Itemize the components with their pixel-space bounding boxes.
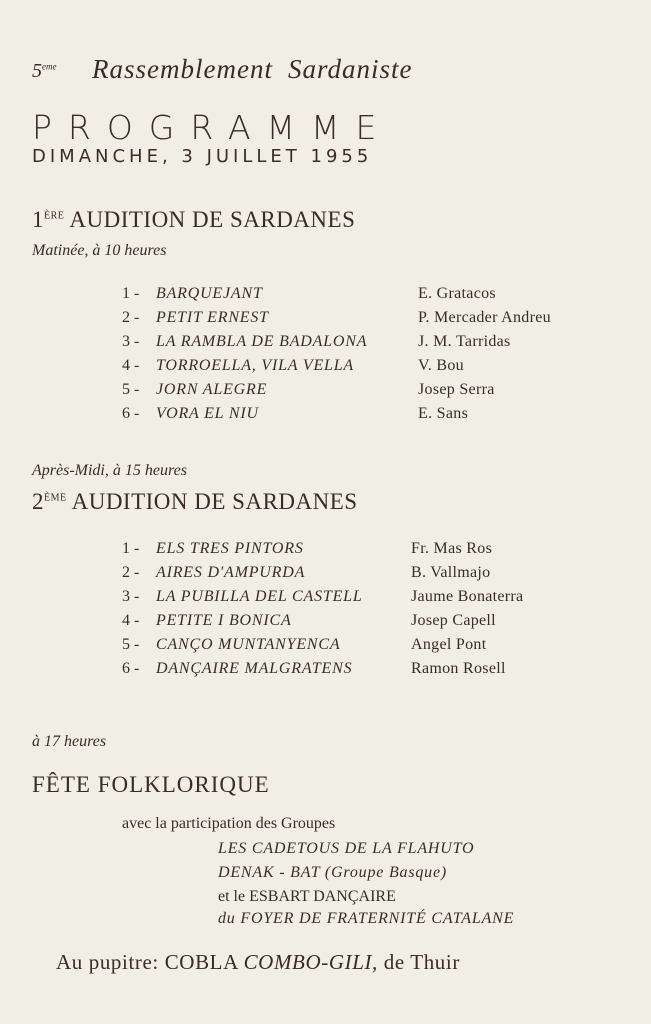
composer-name: P. Mercader Andreu — [418, 309, 551, 326]
sardane-title: CANÇO MUNTANYENCA — [156, 636, 341, 653]
sardane-title: JORN ALEGRE — [156, 381, 268, 398]
list-item-number: 3 - — [122, 588, 140, 605]
audition-1-heading: 1ÈRE AUDITION DE SARDANES — [32, 207, 356, 232]
composer-name: Angel Pont — [411, 636, 487, 653]
sardane-title: DANÇAIRE MALGRATENS — [156, 660, 353, 677]
fete-time: à 17 heures — [32, 733, 107, 750]
edition-number: 5eme — [32, 60, 57, 82]
sardane-title: TORROELLA, VILA VELLA — [156, 357, 355, 374]
sardane-title: BARQUEJANT — [156, 285, 263, 302]
sardane-title: PETITE I BONICA — [156, 612, 292, 629]
group-2: DENAK - BAT (Groupe Basque) — [218, 864, 447, 881]
list-item-number: 2 - — [122, 309, 140, 326]
composer-name: Ramon Rosell — [411, 660, 506, 677]
sardane-title: AIRES D'AMPURDA — [156, 564, 306, 581]
composer-name: E. Sans — [418, 405, 469, 422]
conductor-line: Au pupitre: COBLA COMBO-GILI, de Thuir — [56, 950, 460, 974]
event-title-word-2: Sardaniste — [288, 54, 413, 84]
list-item-number: 2 - — [122, 564, 140, 581]
list-item-number: 1 - — [122, 285, 140, 302]
list-item-number: 5 - — [122, 636, 140, 653]
group-3: et le ESBART DANÇAIRE — [218, 888, 396, 905]
composer-name: Fr. Mas Ros — [411, 540, 493, 557]
composer-name: Josep Serra — [418, 381, 495, 398]
list-item-number: 5 - — [122, 381, 140, 398]
composer-name: V. Bou — [418, 357, 464, 374]
sardane-title: VORA EL NIU — [156, 405, 259, 422]
list-item-number: 4 - — [122, 357, 140, 374]
event-date: DIMANCHE, 3 JUILLET 1955 — [32, 146, 373, 167]
list-item-number: 6 - — [122, 660, 140, 677]
group-3-affiliation: du FOYER DE FRATERNITÉ CATALANE — [218, 910, 515, 927]
list-item-number: 1 - — [122, 540, 140, 557]
audition-2-heading: 2ÈME AUDITION DE SARDANES — [32, 489, 358, 514]
composer-name: Jaume Bonaterra — [411, 588, 524, 605]
sardane-title: ELS TRES PINTORS — [156, 540, 304, 557]
event-title-word-1: Rassemblement — [92, 54, 273, 84]
composer-name: E. Gratacos — [418, 285, 496, 302]
group-1: LES CADETOUS DE LA FLAHUTO — [218, 840, 475, 857]
list-item-number: 6 - — [122, 405, 140, 422]
list-item-number: 4 - — [122, 612, 140, 629]
audition-1-time: Matinée, à 10 heures — [32, 242, 167, 259]
fete-intro: avec la participation des Groupes — [122, 815, 336, 832]
composer-name: Josep Capell — [411, 612, 496, 629]
composer-name: B. Vallmajo — [411, 564, 491, 581]
sardane-title: PETIT ERNEST — [156, 309, 269, 326]
sardane-title: LA PUBILLA DEL CASTELL — [156, 588, 363, 605]
audition-2-time: Après-Midi, à 15 heures — [32, 462, 187, 479]
sardane-title: LA RAMBLA DE BADALONA — [156, 333, 368, 350]
programme-heading: PROGRAMME — [32, 108, 393, 147]
fete-heading: FÊTE FOLKLORIQUE — [32, 772, 270, 797]
composer-name: J. M. Tarridas — [418, 333, 511, 350]
list-item-number: 3 - — [122, 333, 140, 350]
